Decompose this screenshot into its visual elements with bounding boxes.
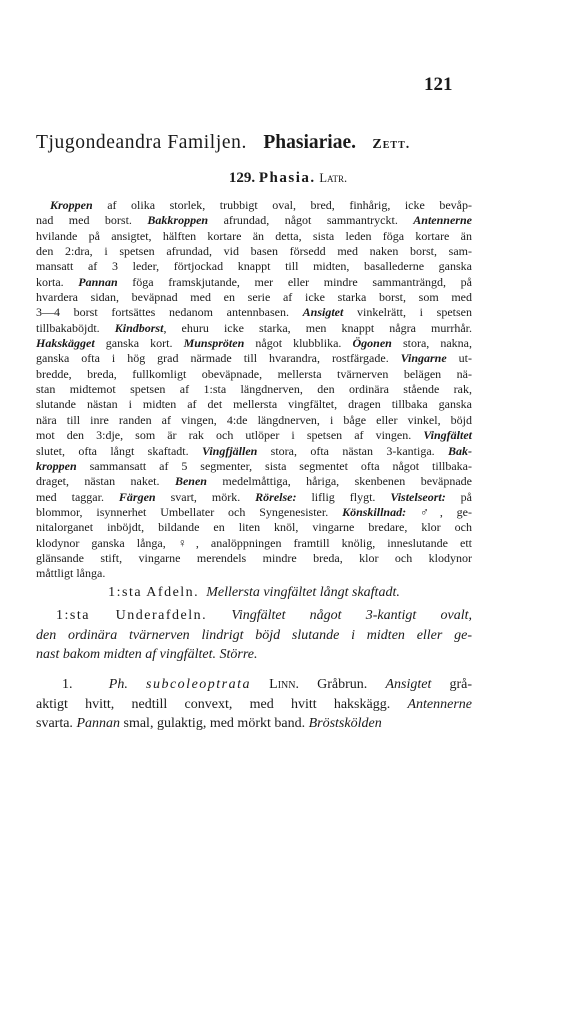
description-line: [36, 290, 472, 305]
genus-number: 129.: [228, 170, 256, 186]
family-latin-name: Phasiariae.: [263, 132, 356, 153]
description-text: medelmåttiga, håriga, skenbenen beväpnade: [206, 474, 473, 489]
description-line: [36, 520, 472, 535]
description-term: Ögonen: [352, 336, 392, 351]
species-term-brostskolden: Bröstskölden: [308, 716, 382, 731]
description-term: Vingfjällen: [201, 443, 258, 458]
description-line: [36, 397, 472, 412]
species-line2-start: aktigt hvitt, nedtill convext, med hvitt hakskägg.: [36, 696, 408, 712]
description-text: ganska kort.: [94, 336, 184, 351]
page-number: 121: [424, 74, 453, 95]
description-text: på: [445, 489, 473, 504]
description-line: [36, 367, 472, 382]
description-text: afrundad, något sammantryckt.: [208, 213, 414, 228]
underafdelning-line2: den ordinära tvärnerven lindrigt böjd slutande i midten eller ge-: [36, 627, 472, 643]
description-term: Bakkroppen: [147, 213, 209, 228]
description-term: Färgen: [118, 489, 156, 504]
description-line: [36, 505, 472, 520]
description-line: [36, 351, 472, 366]
genus-name: Phasia.: [258, 170, 316, 186]
family-heading: [36, 132, 536, 154]
description-text: slutande nästan i midten af det mellersta vingfältet, dragen tillbaka ganska: [36, 397, 472, 412]
description-text: glänsande stift, vingarne merendels mindre breda, klor och klodynor: [36, 550, 472, 565]
description-text: något klubblika.: [244, 336, 353, 351]
description-term: Rörelse:: [255, 489, 297, 504]
description-text: ut-: [446, 351, 472, 366]
genus-author: Latr.: [319, 171, 348, 185]
species-line1-rest: Gråbrun.: [299, 677, 386, 692]
description-term: Vistelseort:: [390, 489, 446, 504]
description-line: [36, 428, 472, 443]
description-text: , ehuru icke starka, men knappt några murrhår.: [163, 320, 472, 335]
description-text: nad med borst.: [36, 213, 148, 228]
description-line: [36, 213, 472, 228]
description-term: kroppen: [36, 458, 77, 473]
description-line: [36, 321, 472, 336]
underafdelning-block: [36, 606, 472, 665]
description-line: [36, 382, 472, 397]
description-term: Bak-: [447, 443, 472, 458]
species-entry: [36, 675, 472, 734]
species-name: subcoleoptrata: [146, 677, 252, 692]
description-text: mot den 3:dje, som är rak och utlöper i spetsen af vingen.: [36, 428, 424, 443]
species-term-ansigtet: Ansigtet: [385, 677, 432, 692]
description-line: [36, 459, 472, 474]
description-text: blommor, isynnerhet Umbellater och Syngenesister.: [36, 504, 343, 519]
description-text: bredde, breda, fullkomligt obeväpnade, mellersta tvärnerven belägen nä-: [36, 366, 472, 381]
description-line: [36, 305, 472, 320]
species-number: 1.: [62, 677, 73, 692]
description-term: Antennerne: [413, 213, 472, 228]
description-term: Vingarne: [400, 351, 447, 366]
description-text: med taggar.: [36, 489, 119, 504]
underafdelning-line1: Vingfältet något 3-kantigt ovalt,: [231, 608, 472, 623]
underafdelning-line3: nast bakom midten af vingfältet. Större.: [36, 647, 258, 662]
description-term: Pannan: [78, 274, 118, 289]
description-line: [36, 198, 472, 213]
description-term: Kindborst: [114, 320, 164, 335]
description-text: draget, nästan naket.: [36, 474, 175, 489]
description-text: liflig flygt.: [296, 489, 391, 504]
description-term: Ansigtet: [302, 305, 344, 320]
family-swedish-name: Tjugondeandra Familjen.: [36, 132, 247, 153]
description-term: Vingfältet: [423, 428, 472, 443]
description-line: [36, 566, 472, 581]
description-term: Munspröten: [183, 336, 245, 351]
description-text: slutet, ofta långt skaftadt.: [36, 443, 202, 458]
species-line3-mid: smal, gulaktig, med mörkt band.: [120, 716, 309, 731]
description-text: korta.: [36, 274, 79, 289]
description-text: nitalorganet inböjdt, bildande en liten knöl, vingarne bredare, klor och: [36, 520, 472, 535]
description-text: ganska ofta i hög grad närmade till hvarandra, rostfärgade.: [36, 351, 401, 366]
description-text: stora, nakna,: [391, 336, 472, 351]
afdelning-text: Mellersta vingfältet långt skaftadt.: [206, 585, 400, 600]
description-term: Könskillnad:: [342, 504, 407, 519]
species-term-pannan: Pannan: [76, 716, 120, 731]
description-text: sammansatt af 5 segmenter, sista segmentet ofta något tillbaka-: [76, 458, 472, 473]
description-text: af olika storlek, trubbigt oval, bred, finhårig, icke bevåp-: [92, 198, 472, 212]
description-line: [36, 244, 472, 259]
species-line1-end: grå-: [431, 677, 473, 692]
description-line: [36, 490, 472, 505]
description-term: Benen: [174, 474, 207, 489]
description-line: [36, 275, 472, 290]
description-text: ♂, ge-: [406, 504, 472, 519]
description-text: hvardera sidan, beväpnad med en serie af icke starka borst, som med: [36, 290, 472, 305]
description-text: tillbakaböjdt.: [36, 320, 115, 335]
description-text: föga framskjutande, mer eller mindre sammanträngd, på: [117, 274, 472, 289]
description-text: klodynor ganska långa, ♀, analöppningen framtill knölig, inneslutande ett: [36, 535, 472, 550]
description-line: [36, 444, 472, 459]
description-line: [36, 474, 472, 489]
description-text: hvilande på ansigtet, hälften kortare än detta, sista leden föga kortare än: [36, 228, 472, 243]
family-author: Zett.: [372, 137, 411, 152]
description-line: [36, 336, 472, 351]
description-text: måttligt långa.: [36, 566, 106, 581]
description-line: [36, 413, 472, 428]
description-text: svart, mörk.: [155, 489, 256, 504]
genus-heading: [0, 170, 576, 187]
description-line: [36, 536, 472, 551]
species-line3-start: svarta.: [36, 716, 77, 731]
description-text: 3—4 borst fortsättes nedanom antennbasen.: [36, 305, 303, 320]
description-text: mansatt af 3 leder, förtjockad knappt till midten, basallederne ganska: [36, 259, 472, 274]
species-genus-abbr: Ph.: [108, 677, 128, 692]
description-term: Kroppen: [50, 198, 93, 212]
genus-description: [36, 198, 472, 582]
underafdelning-label: 1:sta Underafdeln.: [56, 608, 208, 623]
afdelning-label: 1:sta Afdeln.: [108, 585, 200, 600]
species-term-antennerne: Antennerne: [407, 696, 472, 712]
species-author: Linn.: [269, 677, 299, 692]
description-line: [36, 229, 472, 244]
description-text: stora, ofta nästan 3-kantiga.: [257, 443, 448, 458]
description-text: den 2:dra, i spetsen afrundad, vid basen försedd med naken borst, sam-: [36, 244, 472, 259]
description-term: Hakskägget: [36, 336, 95, 351]
afdelning-heading: [36, 583, 472, 603]
description-line: [36, 551, 472, 566]
description-text: stan midtemot spetsen af 1:sta längdnerven, den ordinära stående rak,: [36, 382, 472, 397]
description-text: vinkelrätt, i spetsen: [343, 305, 472, 320]
description-text: nära till inre randen af vingen, 4:de längdnerven, i båge eller vinkel, böjd: [36, 412, 472, 427]
description-line: [36, 259, 472, 274]
